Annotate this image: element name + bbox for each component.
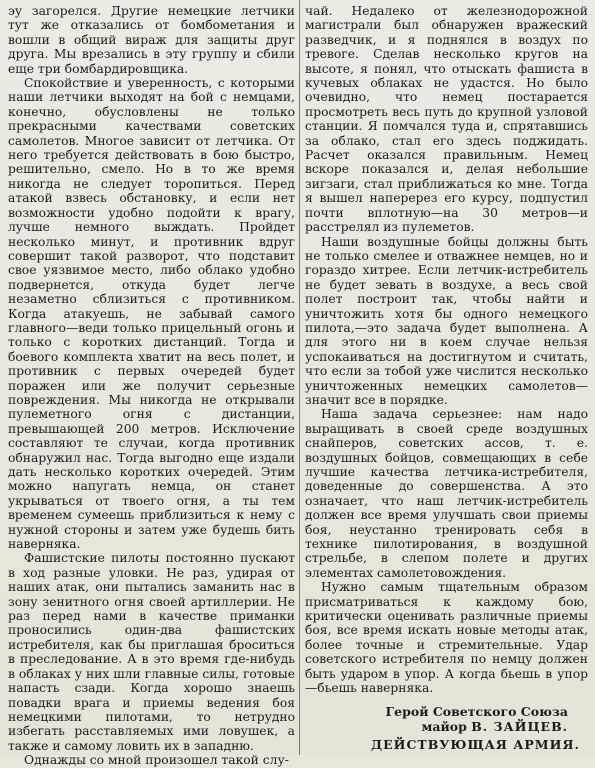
signature-name: В. ЗАЙЦЕВ. xyxy=(471,718,568,734)
signature-title: Герой Советского Союза xyxy=(385,703,568,719)
signature-rank: майор xyxy=(421,718,467,734)
article-paragraph: Фашистские пилоты постоянно пускают в ход разные уловки. Не раз, удирая от наших атак, они пытались заманить нас в зону зенитного огня своей артиллерии. Не раз перед нами в качестве приманки проносились один-два фашистских истребителя, как бы приглашая броситься в преследование. А в это время где-нибудь в облаках у них шли главные силы, готовые напасть сзади. Когда хорошо знаешь повадки врага и приемы ведения боя немецкими пилотами, то нетрудно избегать расставляемых ими ловушек, а также и самому ловить их в западню. xyxy=(8,551,295,753)
article-paragraph: Наша задача серьезнее: нам надо выращивать в своей среде воздушных снайперов, советских ассов, т. е. воздушных бойцов, совмещающих в себе лучшие качества летчика-истребителя, доведенные до совершенства. А это означает, что наш летчик-истребитель должен все время улучшать свои приемы боя, неустанно тренировать себя в технике пилотирования, в воздушной стрельбе, в слепом полете и других элементах самолетовождения. xyxy=(305,407,588,580)
signature-name-line xyxy=(305,719,568,734)
column-divider xyxy=(299,0,300,755)
article-paragraph: Однажды со мной произошел такой слу- xyxy=(24,753,289,768)
article-paragraph: эу загорелся. Другие немецкие летчики тут же отказались от бомбометания и вошли в общий вираж для защиты друг друга. Мы врезались в эту группу и сбили еще три бомбардировщика. xyxy=(8,4,295,76)
article-paragraph: Спокойствие и уверенность, с которыми наши летчики выходят на бой с немцами, конечно, обусловлены не только прекрасными качествами советских самолетов. Многое зависит от летчика. От него требуется действовать в бою быстро, решительно, смело. Но в то же время никогда не следует торопиться. Перед атакой взвесь обстановку, и если нет возможности удобно подойти к врагу, лучше немного выждать. Пройдет несколько минут, и противник вдруг совершит такой разворот, что подставит свое уязвимое место, либо облако удобно подвернется, откуда будет легче незаметно сблизиться с противником. Когда атакуешь, не забывай самого главного—веди только прицельный огонь и только с коротких дистанций. Тогда и боевого комплекта хватит на весь полет, и противник с первых очередей будет поражен или же получит серьезные повреждения. Мы никогда не открывали пулеметного огня с дистанции, превышающей 200 метров. Исключение составляют те случаи, когда противник обнаружил нас. Тогда выгодно еще издали дать несколько коротких очередей. Этим можно напугать немца, он станет укрываться от твоего огня, а ты тем временем сумеешь приблизиться к нему с нужной стороны и затем уже будешь бить наверняка. xyxy=(8,76,295,552)
article-paragraph: чай. Недалеко от железнодорожной магистрали был обнаружен вражеский разведчик, и я поднялся в воздух по тревоге. Сделав несколько кругов на высоте, я понял, что отыскать фашиста в кучевых облаках не удастся. Но было очевидно, что немец постарается просмотреть весь путь до крупной узловой станции. Я помчался туда и, спрятавшись за облако, стал его здесь поджидать. Расчет оказался правильным. Немец вскоре показался и, делая небольшие зигзаги, стал приближаться ко мне. Тогда я вышел наперерез его курсу, подпустил почти вплотную—на 30 метров—и расстрелял из пулеметов. xyxy=(305,4,588,235)
left-column xyxy=(8,4,295,768)
article-paragraph: Наши воздушные бойцы должны быть не только смелее и отважнее немцев, но и гораздо хитрее. Если летчик-истребитель не будет зевать в воздухе, а весь свой полет построит так, чтобы найти и уничтожить хотя бы одного немецкого пилота,—это задача будет выполнена. А для этого ни в коем случае нельзя успокаиваться на достигнутом и считать, что если за тобой уже числится несколько уничтоженных немецких самолетов—значит все в порядке. xyxy=(305,234,588,407)
right-column xyxy=(305,4,588,755)
signature-block xyxy=(305,704,588,734)
dateline: ДЕЙСТВУЮЩАЯ АРМИЯ. xyxy=(371,736,580,752)
article-paragraph: Нужно самым тщательным образом присматриваться к каждому бою, критически оценивать различные приемы боя, все время искать новые методы атак, более точные и стремительные. Удар советского истребителя по немцу должен быть ударом в упор. А когда бьешь в упор—бьешь наверняка. xyxy=(305,580,588,696)
